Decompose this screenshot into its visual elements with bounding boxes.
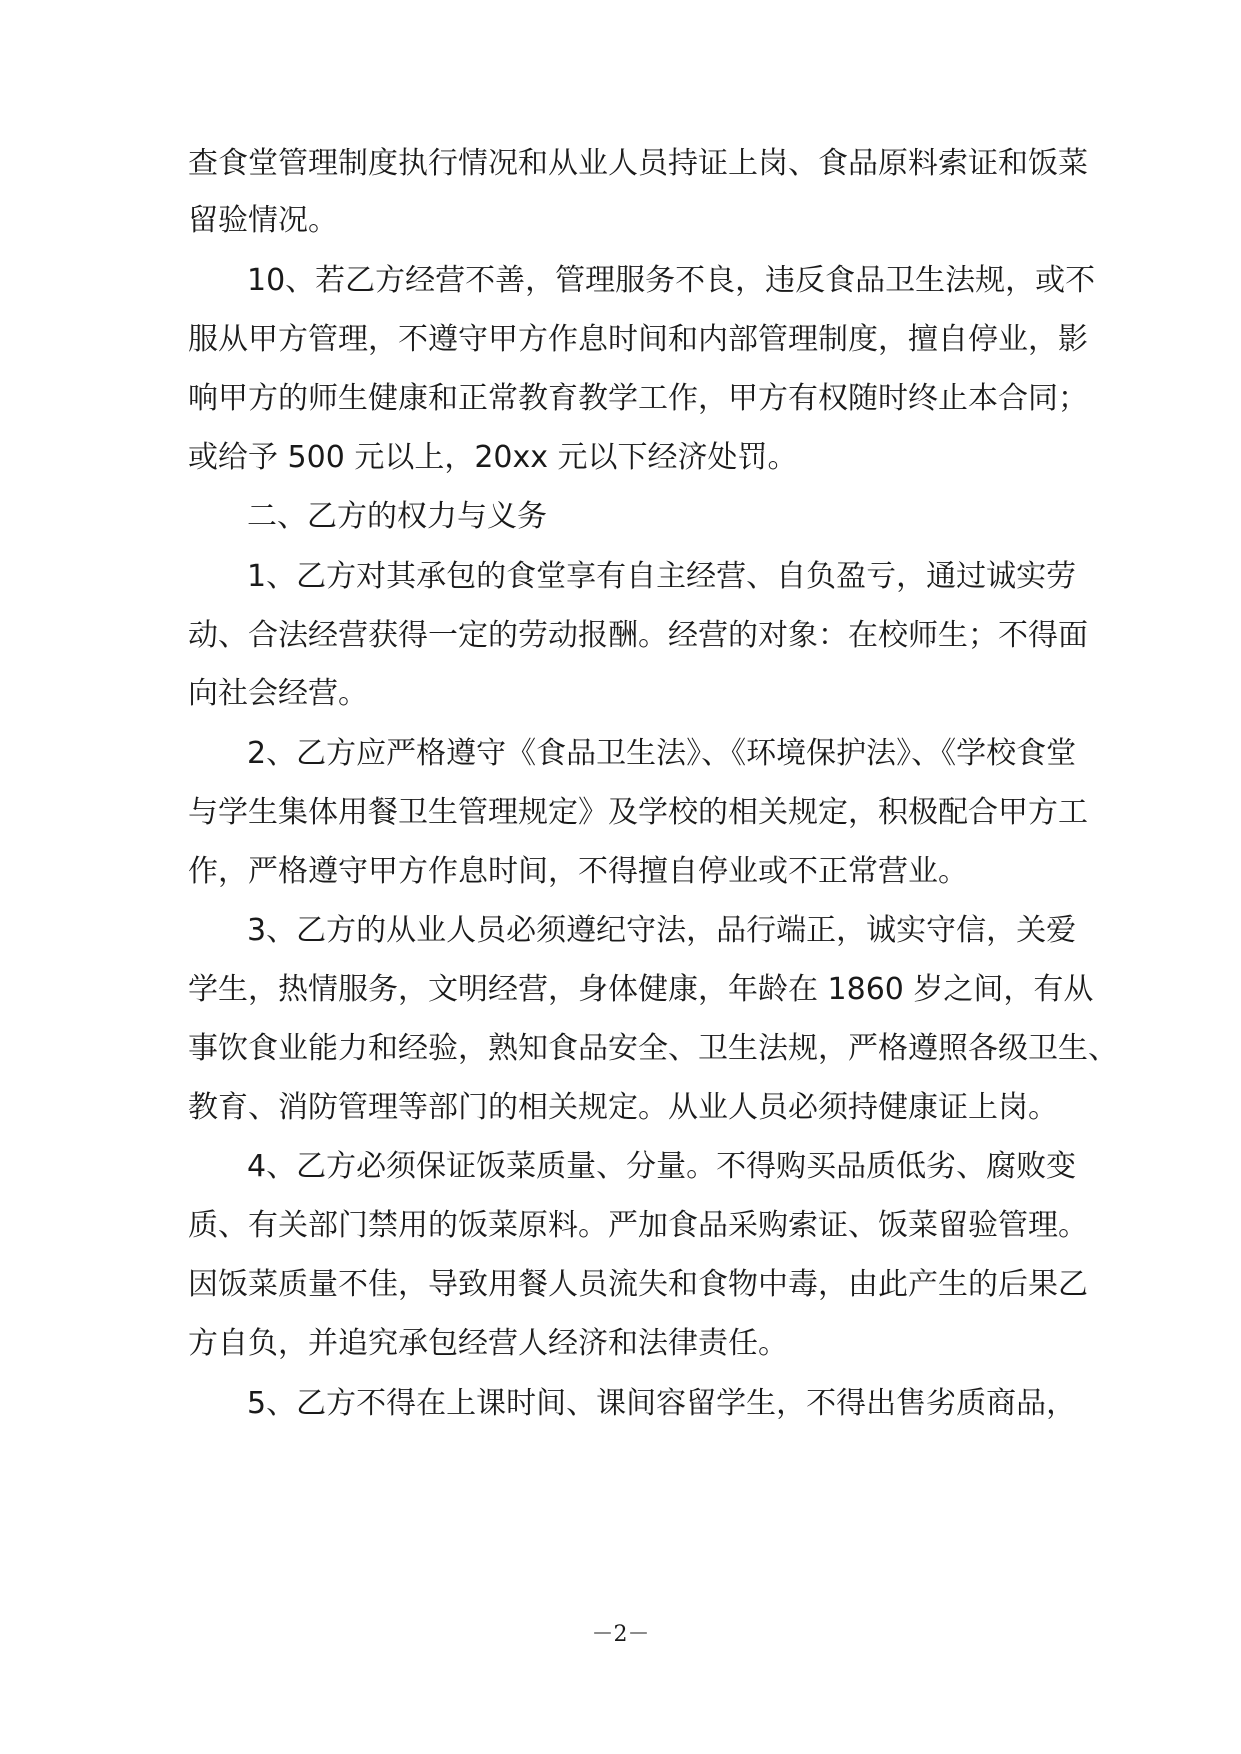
paragraph-line: 5、乙方不得在上课时间、课间容留学生，不得出售劣质商品， [247,1386,1077,1421]
text-line: 留验情况。 [188,203,338,238]
text-line: 查食堂管理制度执行情况和从业人员持证上岗、食品原料索证和饭菜 [188,146,1088,181]
paragraph-line: 3、乙方的从业人员必须遵纪守法，品行端正，诚实守信，关爱 [247,913,1077,948]
text-line: 或给予 500 元以上，20xx 元以下经济处罚。 [188,440,798,475]
page-number: －2－ [591,1622,650,1647]
text-line: 事饮食业能力和经验，熟知食品安全、卫生法规，严格遵照各级卫生、 [188,1031,1118,1066]
text-line: 服从甲方管理，不遵守甲方作息时间和内部管理制度，擅自停业，影 [188,322,1088,357]
paragraph-line: 10、若乙方经营不善，管理服务不良，违反食品卫生法规，或不 [247,263,1096,298]
paragraph-line: 1、乙方对其承包的食堂享有自主经营、自负盈亏，通过诚实劳 [247,559,1077,594]
text-line: 作，严格遵守甲方作息时间，不得擅自停业或不正常营业。 [188,854,968,889]
text-line: 与学生集体用餐卫生管理规定》及学校的相关规定，积极配合甲方工 [188,795,1088,830]
text-line: 因饭菜质量不佳，导致用餐人员流失和食物中毒，由此产生的后果乙 [188,1267,1088,1302]
text-line: 质、有关部门禁用的饭菜原料。严加食品采购索证、饭菜留验管理。 [188,1208,1088,1243]
text-line: 向社会经营。 [188,676,368,711]
text-line: 学生，热情服务，文明经营，身体健康，年龄在 1860 岁之间，有从 [188,972,1094,1007]
text-line: 动、合法经营获得一定的劳动报酬。经营的对象：在校师生；不得面 [188,618,1088,653]
paragraph-line: 4、乙方必须保证饭菜质量、分量。不得购买品质低劣、腐败变 [247,1149,1077,1184]
section-heading: 二、乙方的权力与义务 [247,499,547,534]
text-line: 响甲方的师生健康和正常教育教学工作，甲方有权随时终止本合同； [188,381,1088,416]
paragraph-line: 2、乙方应严格遵守《食品卫生法》、《环境保护法》、《学校食堂 [247,736,1077,771]
text-line: 方自负，并追究承包经营人经济和法律责任。 [188,1326,788,1361]
text-line: 教育、消防管理等部门的相关规定。从业人员必须持健康证上岗。 [188,1090,1058,1125]
